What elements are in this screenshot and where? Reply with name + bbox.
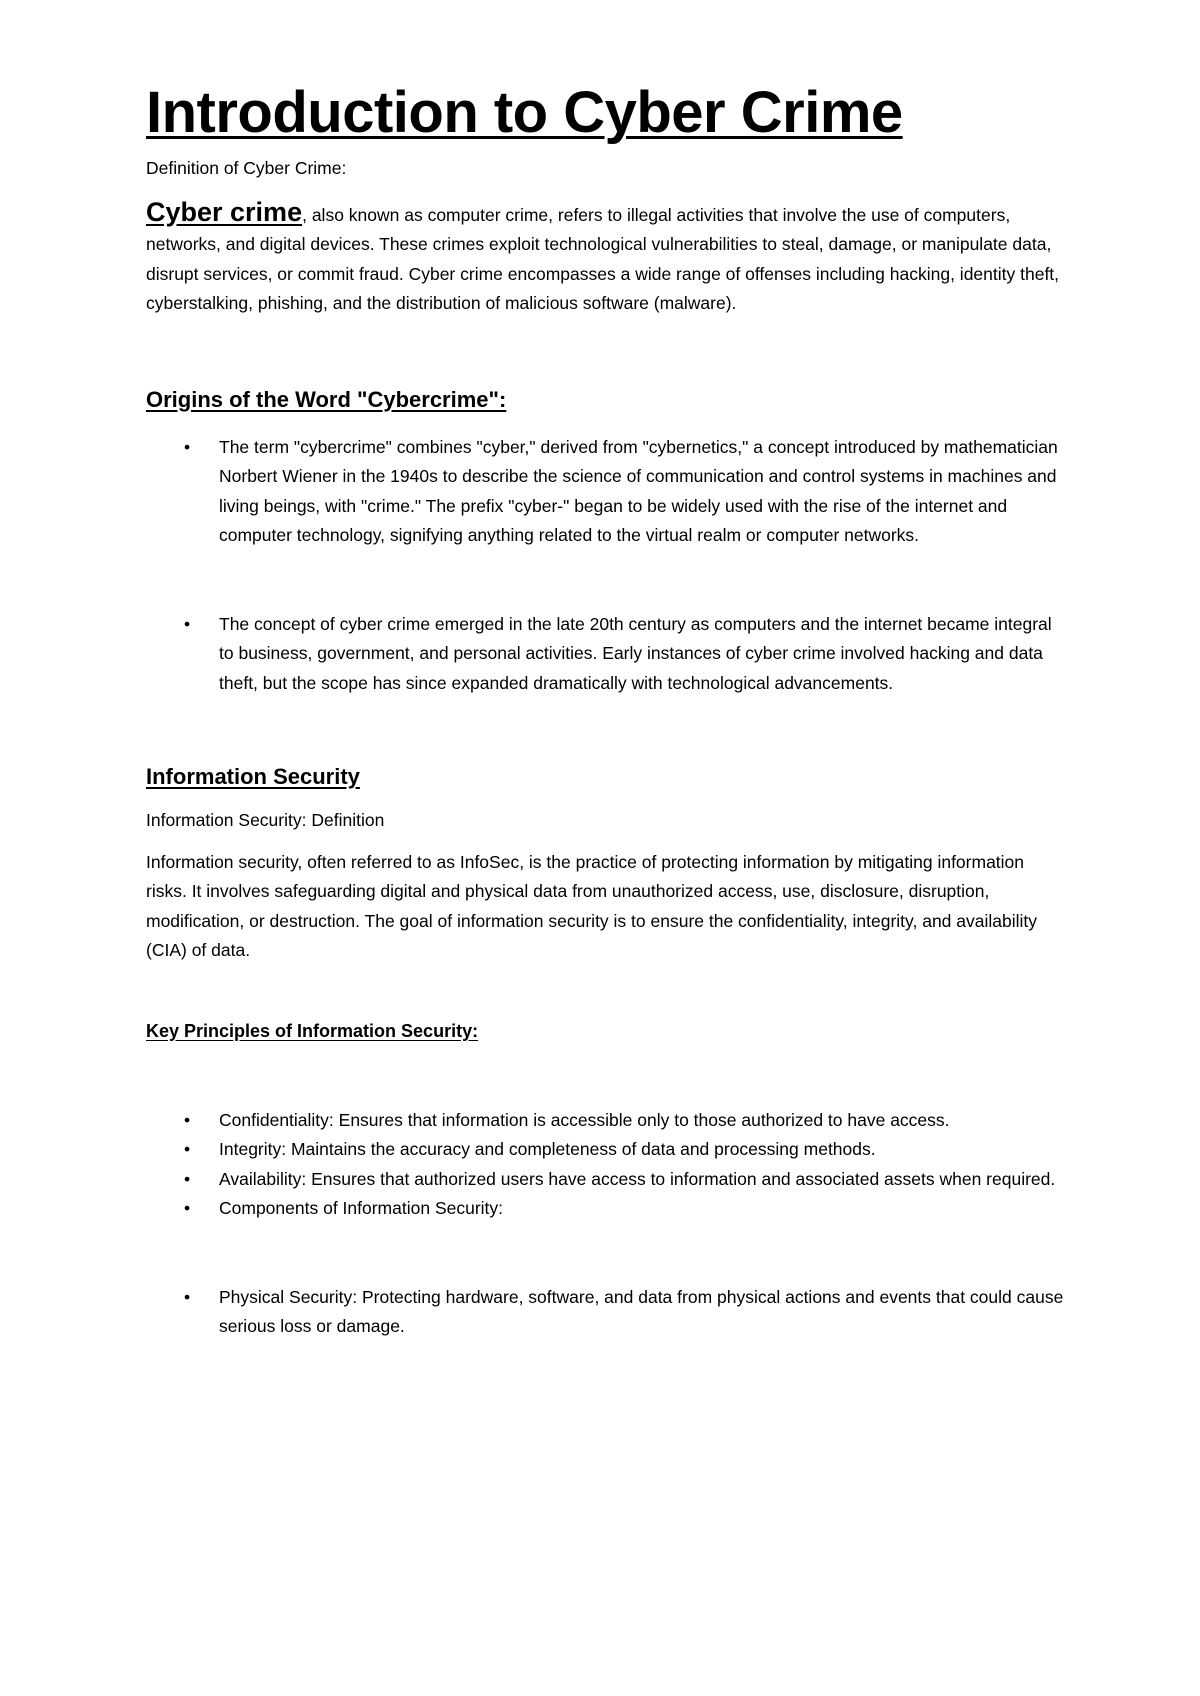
page-title: Introduction to Cyber Crime: [146, 80, 903, 145]
definition-label: Definition of Cyber Crime:: [146, 157, 347, 178]
list-item-text: Physical Security: Protecting hardware, software, and data from physical actions and events that could cause serious loss or damage.: [219, 1286, 1064, 1337]
intro-body: , also known as computer crime, refers to illegal activities that involve the use of computers, networks, and digital devices. These crimes exploit technological vulnerabilities to steal, damage, or manipulate data, disrupt services, or commit fraud. Cyber crime encompasses a wide range of offenses including hacking, identity theft, cyberstalking, phishing, and the distribution of malicious software (malware).: [146, 204, 1060, 314]
infosec-paragraph: Information security, often referred to as InfoSec, is the practice of protecting information by mitigating information risks. It involves safeguarding digital and physical data from unauthorized access, use, disclosure, disruption, modification, or destruction. The goal of information security is to ensure the confidentiality, integrity, and availability (CIA) of data.: [146, 851, 1038, 961]
list-item-text: The term "cybercrime" combines "cyber," derived from "cybernetics," a concept introduced by mathematician Norbert Wiener in the 1940s to describe the science of communication and control systems in machines and living beings, with "crime." The prefix "cyber-" began to be widely used with the rise of the internet and computer technology, signifying anything related to the virtual realm or computer networks.: [219, 436, 1058, 546]
infosec-subheading: Information Security: Definition: [146, 810, 385, 831]
document-body: [146, 78, 1066, 1342]
list-item: [146, 433, 1066, 551]
list-item-text: Integrity: Maintains the accuracy and completeness of data and processing methods.: [219, 1139, 876, 1160]
list-item-text: Availability: Ensures that authorized users have access to information and associated assets when required.: [219, 1168, 1056, 1189]
bullet-icon: •: [184, 436, 191, 457]
list-item-text: Confidentiality: Ensures that information is accessible only to those authorized to have access.: [219, 1109, 950, 1130]
bullet-icon: •: [184, 1286, 191, 1307]
list-item-text: The concept of cyber crime emerged in the late 20th century as computers and the internet became integral to business, government, and personal activities. Early instances of cyber crime involved hacking and data theft, but the scope has since expanded dramatically with technological advancements.: [219, 613, 1052, 693]
origins-list: [146, 433, 1066, 699]
lead-term: Cyber crime: [146, 196, 303, 227]
infosec-heading: Information Security: [146, 764, 360, 790]
list-item: [146, 610, 1066, 699]
list-item: [146, 1135, 1066, 1165]
bullet-icon: •: [184, 1139, 191, 1160]
bullet-icon: •: [184, 1198, 191, 1219]
origins-heading: Origins of the Word "Cybercrime":: [146, 386, 507, 412]
principles-list: [146, 1106, 1066, 1342]
intro-paragraph: [146, 198, 1066, 319]
list-item-text: Components of Information Security:: [219, 1198, 504, 1219]
bullet-icon: •: [184, 1109, 191, 1130]
list-item: [146, 1194, 1066, 1224]
bullet-icon: •: [184, 613, 191, 634]
list-item: [146, 1165, 1066, 1195]
list-item: [146, 1106, 1066, 1136]
bullet-icon: •: [184, 1168, 191, 1189]
list-item: [146, 1283, 1066, 1342]
principles-heading: Key Principles of Information Security:: [146, 1020, 479, 1041]
